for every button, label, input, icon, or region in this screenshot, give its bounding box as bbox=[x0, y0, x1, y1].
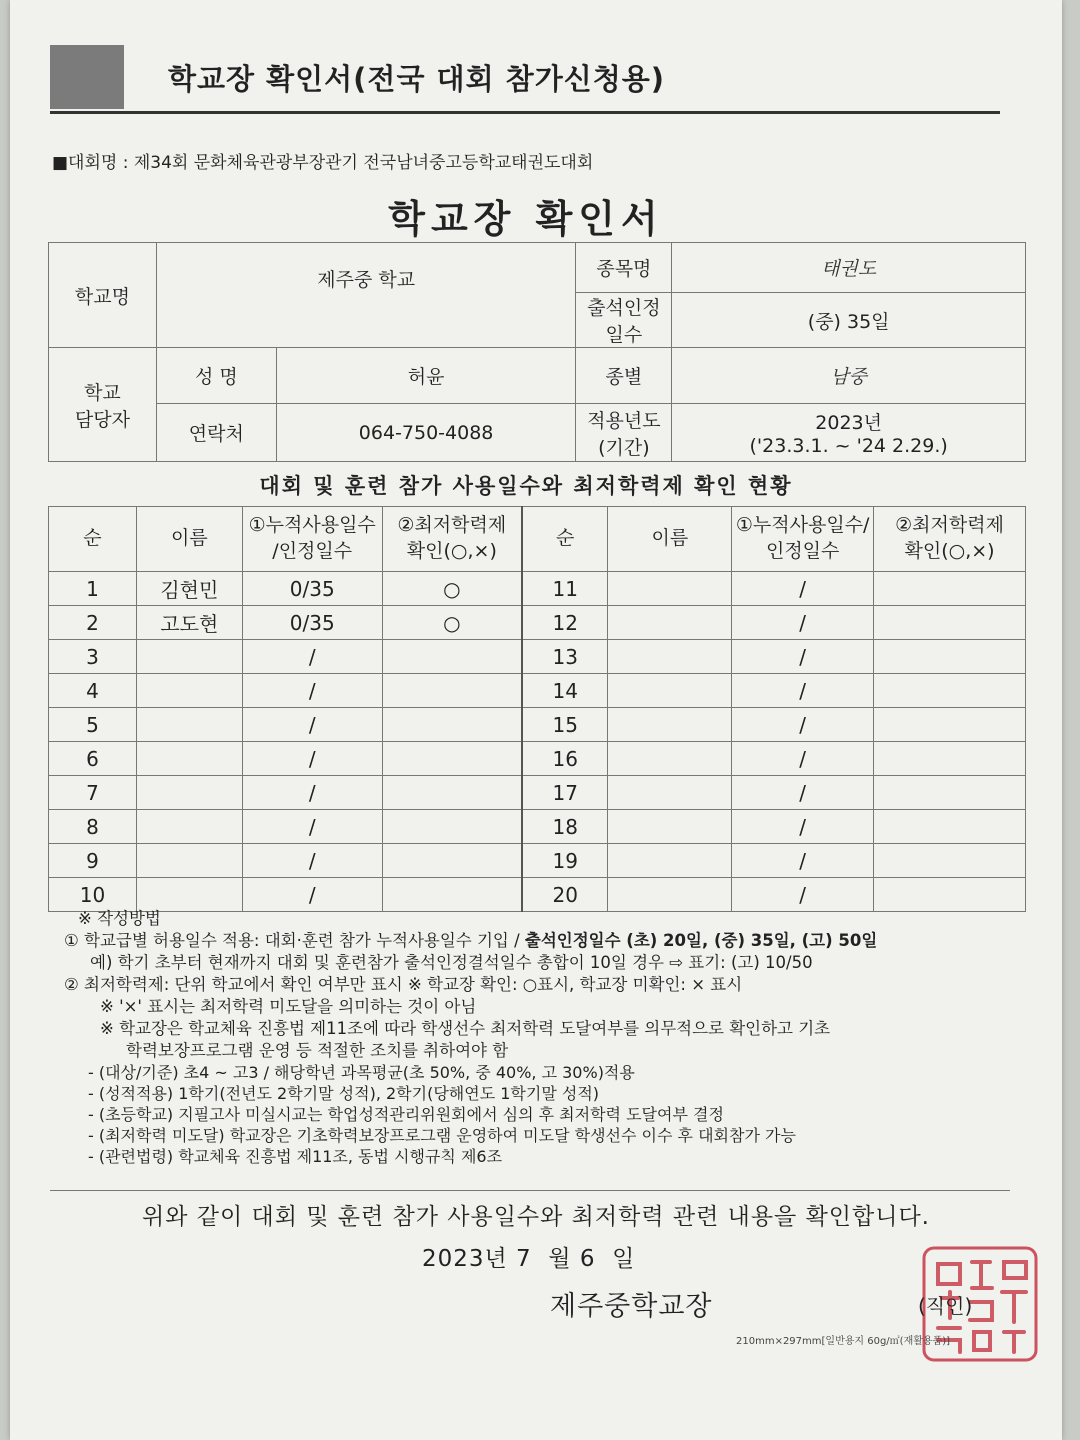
row-no: 7 bbox=[49, 776, 137, 810]
row-no-right: 11 bbox=[522, 572, 608, 606]
row-days-right: / bbox=[732, 878, 874, 912]
phone-label: 연락처 bbox=[156, 404, 276, 462]
col-header-check-right-line2: 확인(○,×) bbox=[904, 540, 995, 562]
table-row bbox=[49, 674, 1026, 708]
row-check bbox=[382, 742, 522, 776]
note-2-sub3: 학력보장프로그램 운영 등 적절한 조치를 취하여야 함 bbox=[126, 1041, 509, 1060]
row-days: / bbox=[242, 674, 382, 708]
row-name bbox=[136, 776, 242, 810]
row-days-right: / bbox=[732, 606, 874, 640]
row-check bbox=[382, 810, 522, 844]
row-check-right bbox=[874, 810, 1026, 844]
row-no: 6 bbox=[49, 742, 137, 776]
divider bbox=[50, 1190, 1010, 1191]
row-days-right: / bbox=[732, 572, 874, 606]
row-check bbox=[382, 708, 522, 742]
school-info-table bbox=[48, 242, 1026, 462]
col-header-check-line2: 확인(○,×) bbox=[406, 540, 497, 562]
row-name-right bbox=[608, 640, 732, 674]
contact-group-label-line2: 담당자 bbox=[74, 408, 130, 431]
row-name-right bbox=[608, 776, 732, 810]
row-name-right bbox=[608, 606, 732, 640]
note-dash-3: - (초등학교) 지필고사 미실시교는 학업성적관리위원회에서 심의 후 최저학력 도달여부 결정 bbox=[88, 1105, 724, 1124]
year-value bbox=[672, 404, 1026, 462]
attendance-label bbox=[576, 293, 672, 348]
row-no: 2 bbox=[49, 606, 137, 640]
col-header-days-line1: ①누적사용일수 bbox=[248, 514, 376, 537]
row-check-right bbox=[874, 674, 1026, 708]
col-header-days-line2: /인정일수 bbox=[272, 540, 353, 562]
date-text: 2023년 7 월 6 일 bbox=[422, 1246, 636, 1272]
row-check bbox=[382, 844, 522, 878]
note-2-sub1: ※ '×' 표시는 최저학력 미도달을 의미하는 것이 아님 bbox=[100, 997, 477, 1016]
row-no: 4 bbox=[49, 674, 137, 708]
note-dash-5: - (관련법령) 학교체육 진흥법 제11조, 동법 시행규칙 제6조 bbox=[88, 1147, 503, 1166]
col-header-check-line1: ②최저학력제 bbox=[397, 514, 507, 537]
row-days-right: / bbox=[732, 844, 874, 878]
row-name-right bbox=[608, 674, 732, 708]
sport-label: 종목명 bbox=[576, 243, 672, 293]
row-check: ○ bbox=[382, 606, 522, 640]
row-days: / bbox=[242, 708, 382, 742]
contest-name: ■대회명 : 제34회 문화체육관광부장관기 전국남녀중고등학교태권도대회 bbox=[52, 153, 594, 173]
col-header-days-right-line2: 인정일수 bbox=[765, 540, 840, 562]
row-check: ○ bbox=[382, 572, 522, 606]
name-label: 성 명 bbox=[156, 348, 276, 404]
row-name-right bbox=[608, 742, 732, 776]
note-2-sub2: ※ 학교장은 학교체육 진흥법 제11조에 따라 학생선수 최저학력 도달여부를 의무적으로 확인하고 기초 bbox=[100, 1019, 831, 1038]
col-header-days-right bbox=[732, 507, 874, 572]
table-row bbox=[49, 844, 1026, 878]
header-gray-block bbox=[50, 45, 124, 109]
col-header-days bbox=[242, 507, 382, 572]
note-1-bold: 출석인정일수 (초) 20일, (중) 35일, (고) 50일 bbox=[524, 931, 878, 950]
row-no-right: 20 bbox=[522, 878, 608, 912]
note-1-example: 예) 학기 초부터 현재까지 대회 및 훈련참가 출석인정결석일수 총합이 10일 경우 ⇨ 표기: (고) 10/50 bbox=[90, 953, 813, 972]
note-dash-4: - (최저학력 미도달) 학교장은 기초학력보장프로그램 운영하여 미도달 학생선수 이수 후 대회참가 가능 bbox=[88, 1126, 796, 1145]
page-title: 학교장 확인서 bbox=[388, 197, 664, 241]
athlete-table bbox=[48, 506, 1026, 912]
row-name: 고도현 bbox=[136, 606, 242, 640]
row-name bbox=[136, 708, 242, 742]
name-value: 허윤 bbox=[276, 348, 576, 404]
row-days: / bbox=[242, 776, 382, 810]
category-label: 종별 bbox=[576, 348, 672, 404]
note-dash-2: - (성적적용) 1학기(전년도 2학기말 성적), 2학기(당해연도 1학기말 성적) bbox=[88, 1084, 600, 1103]
year-label-line1: 적용년도 bbox=[587, 409, 661, 432]
row-days-right: / bbox=[732, 640, 874, 674]
table-row bbox=[49, 708, 1026, 742]
school-value: 제주중 학교 bbox=[156, 243, 576, 348]
row-no-right: 16 bbox=[522, 742, 608, 776]
table-row bbox=[49, 640, 1026, 674]
row-no-right: 17 bbox=[522, 776, 608, 810]
school-label: 학교명 bbox=[49, 243, 157, 348]
row-days: 0/35 bbox=[242, 606, 382, 640]
table-row bbox=[49, 776, 1026, 810]
row-check-right bbox=[874, 572, 1026, 606]
row-check-right bbox=[874, 776, 1026, 810]
row-days-right: / bbox=[732, 776, 874, 810]
notes-section bbox=[64, 908, 1014, 1167]
year-value-line2: ('23.3.1. ~ '24 2.29.) bbox=[749, 435, 948, 457]
table-row bbox=[49, 606, 1026, 640]
col-header-name: 이름 bbox=[136, 507, 242, 572]
row-days: / bbox=[242, 878, 382, 912]
category-value: 남중 bbox=[672, 348, 1026, 404]
table-row bbox=[49, 572, 1026, 606]
row-no-right: 18 bbox=[522, 810, 608, 844]
header-bar bbox=[50, 45, 1000, 114]
row-no: 1 bbox=[49, 572, 137, 606]
row-name bbox=[136, 674, 242, 708]
table-row bbox=[49, 810, 1026, 844]
col-header-check-right-line1: ②최저학력제 bbox=[895, 514, 1004, 537]
notes-title: ※ 작성방법 bbox=[78, 909, 161, 928]
attendance-label-line1: 출석인정 bbox=[587, 297, 661, 319]
principal-name: 제주중학교장 bbox=[550, 1291, 713, 1322]
row-no-right: 15 bbox=[522, 708, 608, 742]
attendance-value: (중) 35일 bbox=[672, 293, 1026, 348]
note-dash-1: - (대상/기준) 초4 ~ 고3 / 해당학년 과목평균(초 50%, 중 40%, 고 30%)적용 bbox=[88, 1063, 635, 1082]
row-days-right: / bbox=[732, 708, 874, 742]
table-row bbox=[49, 742, 1026, 776]
col-header-name-right: 이름 bbox=[608, 507, 732, 572]
row-check bbox=[382, 776, 522, 810]
year-value-line1: 2023년 bbox=[815, 412, 883, 434]
row-no: 8 bbox=[49, 810, 137, 844]
row-no: 9 bbox=[49, 844, 137, 878]
row-days: 0/35 bbox=[242, 572, 382, 606]
row-days: / bbox=[242, 742, 382, 776]
row-name-right bbox=[608, 708, 732, 742]
year-label bbox=[576, 404, 672, 462]
row-no-right: 14 bbox=[522, 674, 608, 708]
row-check-right bbox=[874, 878, 1026, 912]
row-name: 김현민 bbox=[136, 572, 242, 606]
sport-value: 태권도 bbox=[672, 243, 1026, 293]
row-name-right bbox=[608, 810, 732, 844]
table-row bbox=[49, 878, 1026, 912]
col-header-check-right bbox=[874, 507, 1026, 572]
row-no-right: 12 bbox=[522, 606, 608, 640]
row-name-right bbox=[608, 844, 732, 878]
row-no-right: 13 bbox=[522, 640, 608, 674]
contact-group-label-line1: 학교 bbox=[84, 381, 121, 404]
row-no-right: 19 bbox=[522, 844, 608, 878]
row-no: 5 bbox=[49, 708, 137, 742]
contact-group-label bbox=[49, 348, 157, 462]
row-name-right bbox=[608, 878, 732, 912]
row-name bbox=[136, 844, 242, 878]
row-check bbox=[382, 878, 522, 912]
header-title: 학교장 확인서(전국 대회 참가신청용) bbox=[168, 62, 666, 96]
row-check-right bbox=[874, 742, 1026, 776]
col-header-days-right-line1: ①누적사용일수/ bbox=[735, 514, 870, 537]
row-days-right: / bbox=[732, 674, 874, 708]
row-days-right: / bbox=[732, 810, 874, 844]
row-name bbox=[136, 640, 242, 674]
row-check-right bbox=[874, 606, 1026, 640]
col-header-check bbox=[382, 507, 522, 572]
attendance-label-line2: 일수 bbox=[605, 324, 643, 346]
row-name-right bbox=[608, 572, 732, 606]
confirmation-text: 위와 같이 대회 및 훈련 참가 사용일수와 최저학력 관련 내용을 확인합니다. bbox=[142, 1204, 930, 1230]
row-no: 10 bbox=[49, 878, 137, 912]
row-check-right bbox=[874, 640, 1026, 674]
note-2: ② 최저학력제: 단위 학교에서 확인 여부만 표시 ※ 학교장 확인: ○표시, 학교장 미확인: × 표시 bbox=[64, 975, 743, 994]
row-check bbox=[382, 674, 522, 708]
section-title: 대회 및 훈련 참가 사용일수와 최저학력제 확인 현황 bbox=[259, 474, 793, 498]
col-header-no: 순 bbox=[49, 507, 137, 572]
row-check-right bbox=[874, 708, 1026, 742]
row-name bbox=[136, 810, 242, 844]
row-name bbox=[136, 742, 242, 776]
seal-label: (직인) bbox=[918, 1294, 973, 1318]
row-check bbox=[382, 640, 522, 674]
row-days: / bbox=[242, 640, 382, 674]
note-1 bbox=[64, 930, 1014, 952]
year-label-line2: (기간) bbox=[598, 436, 650, 459]
col-header-no-right: 순 bbox=[522, 507, 608, 572]
row-no: 3 bbox=[49, 640, 137, 674]
row-days: / bbox=[242, 810, 382, 844]
note-1-text: ① 학교급별 허용일수 적용: 대회·훈련 참가 누적사용일수 기입 / bbox=[64, 931, 525, 950]
row-days-right: / bbox=[732, 742, 874, 776]
row-check-right bbox=[874, 844, 1026, 878]
row-name bbox=[136, 878, 242, 912]
athlete-table-body bbox=[49, 572, 1026, 912]
row-days: / bbox=[242, 844, 382, 878]
document-page bbox=[10, 0, 1062, 1440]
phone-value: 064-750-4088 bbox=[276, 404, 576, 462]
paper-spec: 210mm×297mm[일반용지 60g/㎡(재활용품)] bbox=[736, 1336, 951, 1347]
